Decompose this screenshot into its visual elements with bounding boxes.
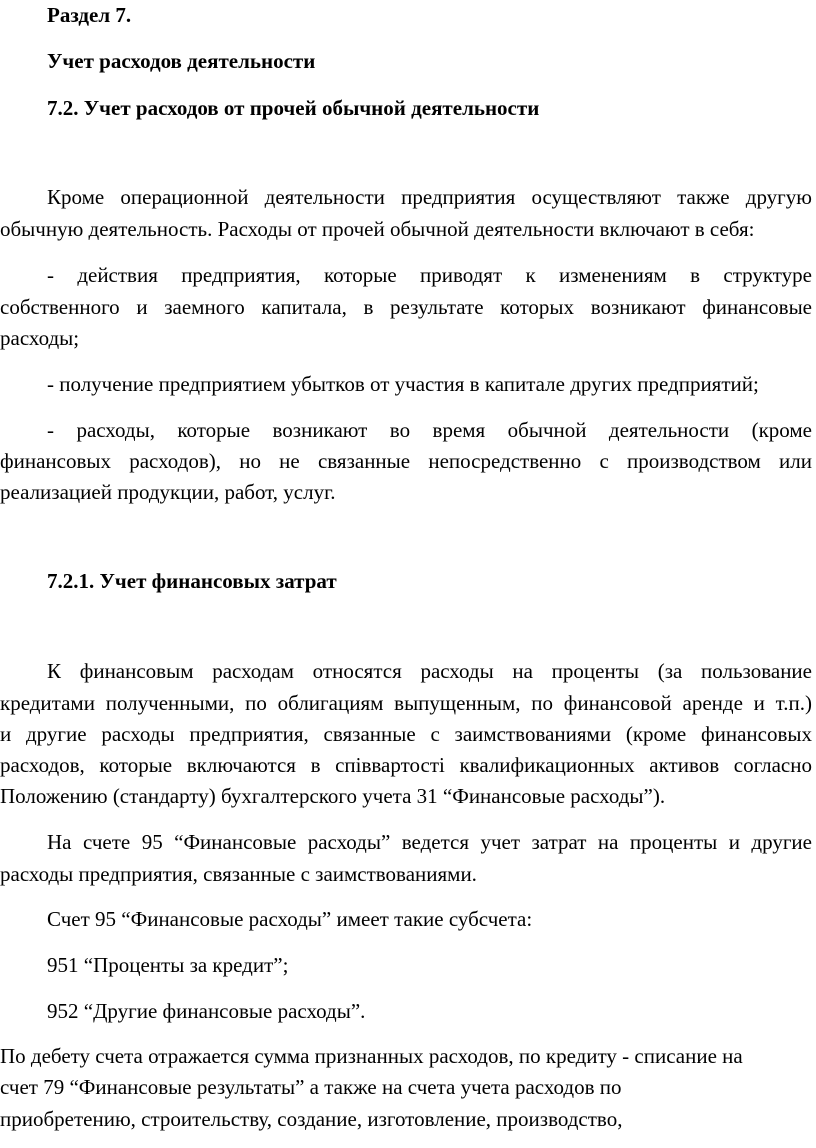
subaccount-951: 951 “Проценты за кредит”; (47, 953, 289, 977)
financial-p1-line-5: Положению (стандарту) бухгалтерского учета 31 “Финансовые расходы”). (0, 784, 666, 808)
financial-p2-line-1: На счете 95 “Финансовые расходы” ведется учет затрат на проценты и другие (47, 830, 812, 854)
item1-line-2: собственного и заемного капитала, в результате которых возникают финансовые (0, 295, 812, 319)
subsection-title: 7.2. Учет расходов от прочей обычной деятельности (47, 96, 540, 120)
financial-p4-line-2: счет 79 “Финансовые результаты” а также на счета учета расходов по (0, 1075, 622, 1099)
subaccount-952: 952 “Другие финансовые расходы”. (47, 999, 366, 1023)
financial-p1-line-3: и другие расходы предприятия, связанные с заимствованиями (кроме финансовых (0, 722, 812, 746)
financial-p3: Счет 95 “Финансовые расходы” имеет такие субсчета: (47, 907, 533, 931)
item3-line-2: финансовых расходов), но не связанные непосредственно с производством или (0, 449, 812, 473)
item3-line-3: реализацией продукции, работ, услуг. (0, 480, 336, 504)
financial-p4-line-1: По дебету счета отражается сумма признанных расходов, по кредиту - списание на (0, 1044, 743, 1068)
subheading-financial: 7.2.1. Учет финансовых затрат (47, 569, 337, 593)
financial-p2-line-2: расходы предприятия, связанные с заимствованиями. (0, 862, 477, 886)
financial-p4-line-3: приобретению, строительству, создание, изготовление, производство, (0, 1107, 623, 1131)
financial-p1-line-4: расходов, которые включаются в співвартості квалификационных активов согласно (0, 753, 812, 777)
section-title: Учет расходов деятельности (47, 49, 316, 73)
item3-line-1: - расходы, которые возникают во время обычной деятельности (кроме (47, 418, 812, 442)
intro-line-2: обычную деятельность. Расходы от прочей обычной деятельности включают в себя: (0, 217, 755, 241)
item2-line-1: - получение предприятием убытков от участия в капитале других предприятий; (47, 372, 759, 396)
item1-line-1: - действия предприятия, которые приводят к изменениям в структуре (47, 263, 812, 287)
intro-line-1: Кроме операционной деятельности предприятия осуществляют также другую (47, 185, 812, 209)
financial-p1-line-1: К финансовым расходам относятся расходы на проценты (за пользование (47, 659, 812, 683)
item1-line-3: расходы; (0, 326, 80, 350)
financial-p1-line-2: кредитами полученными, по облигациям выпущенным, по финансовой аренде и т.п.) (0, 691, 812, 715)
section-number: Раздел 7. (47, 3, 132, 27)
